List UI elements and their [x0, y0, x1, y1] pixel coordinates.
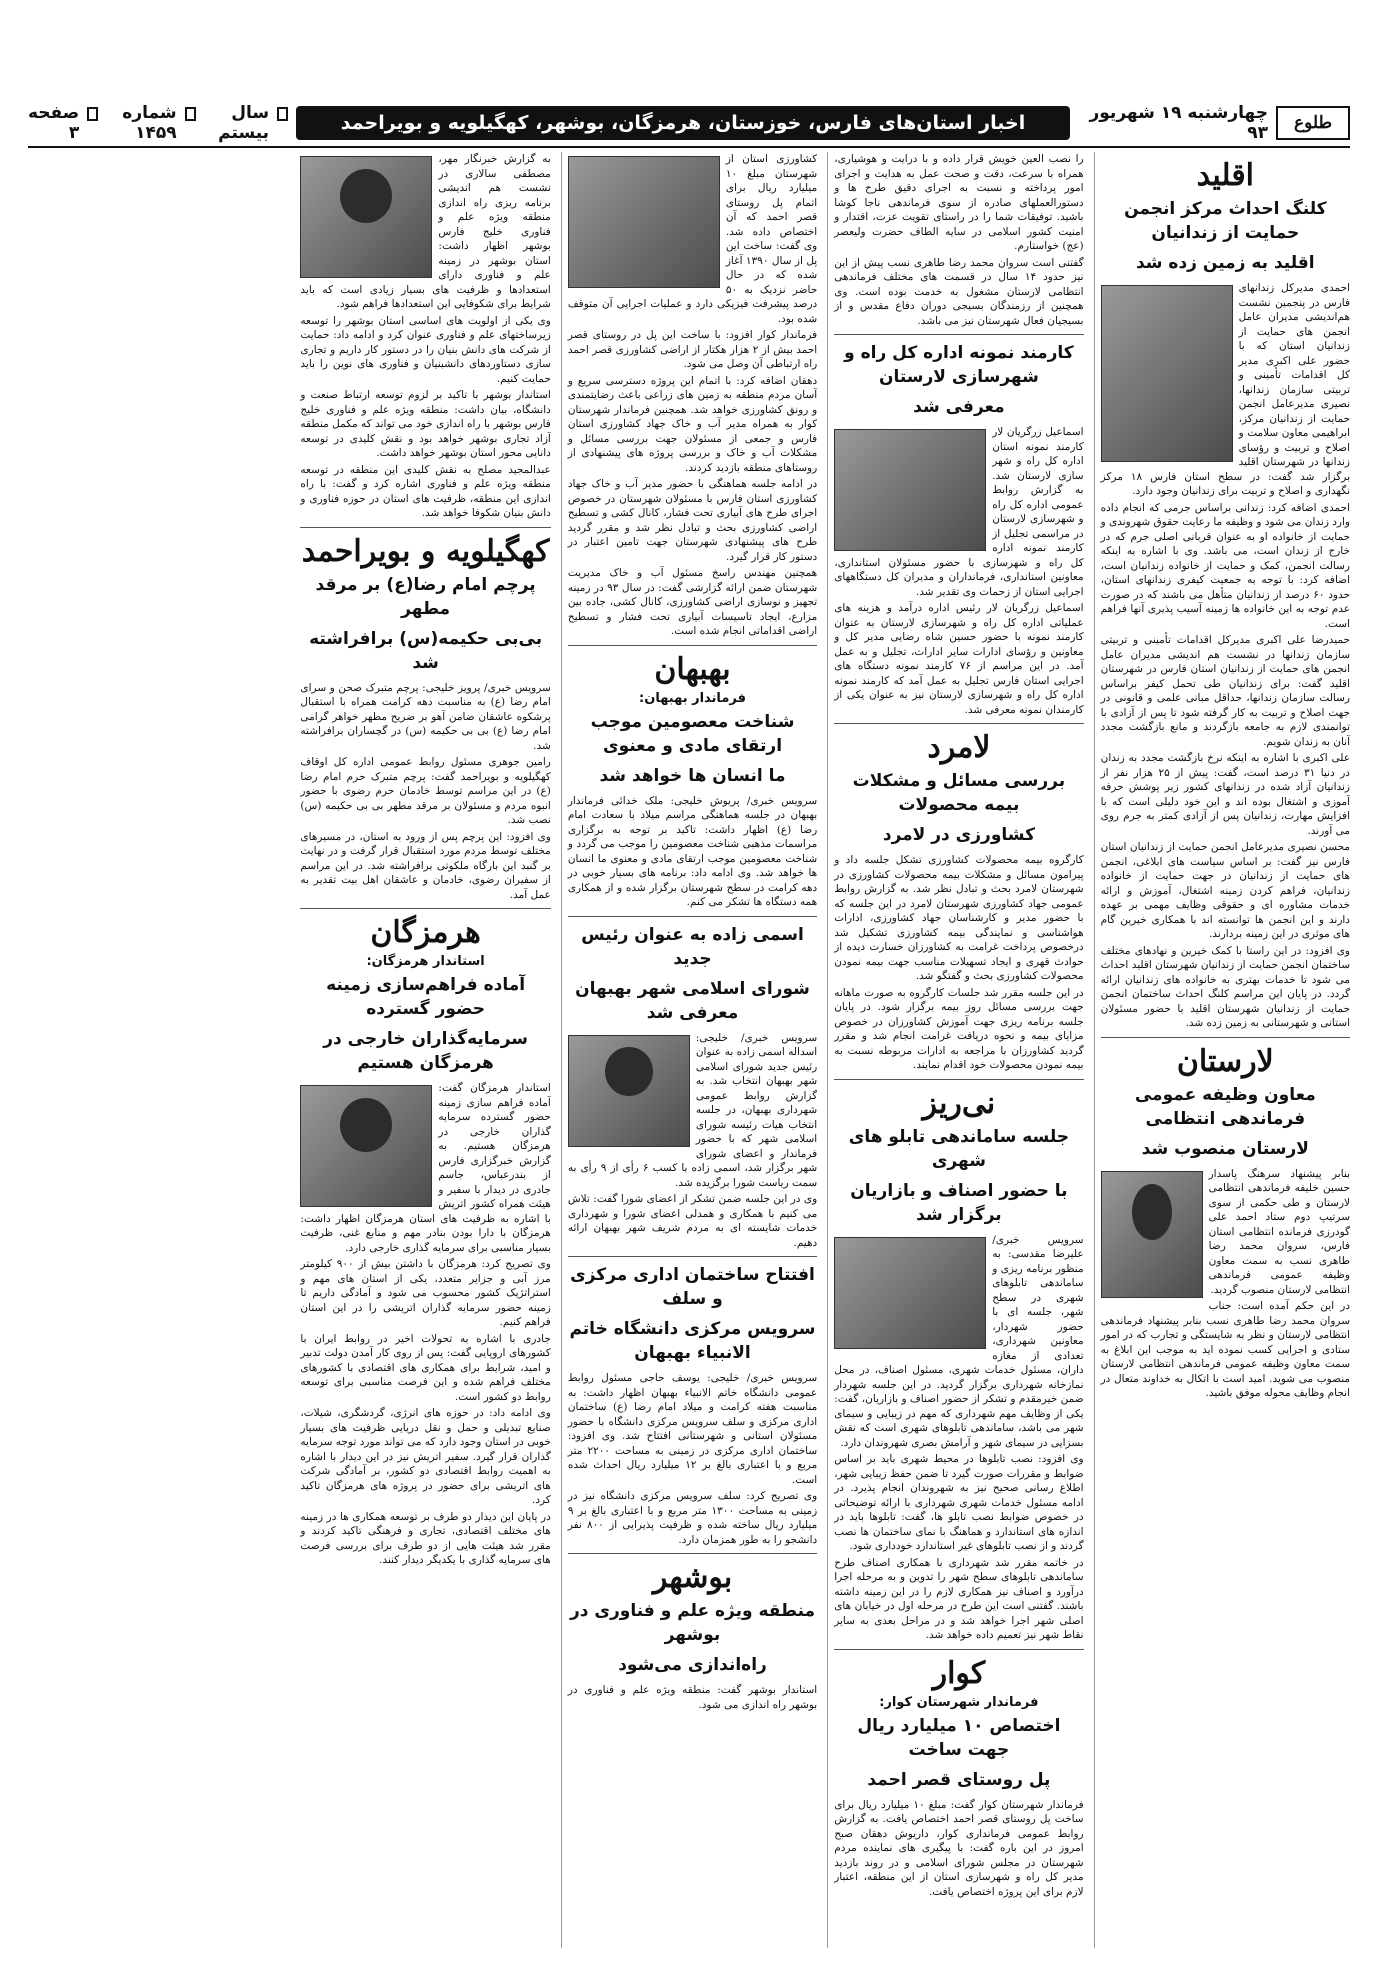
section-title-lamerd: لامرد [927, 730, 991, 765]
officer-portrait [1101, 1171, 1203, 1298]
article-paragraph: سرویس خبری/ خلیجی: اسداله اسمی زاده به عنوان رئیس جدید شورای اسلامی شهر بهبهان انتخاب شد. به گزارش روابط عمومی شهرداری بهبهان، در جلسه انتخاب هیات رئیسه شورای اسلامی شهر که با حضور فرماندار و اعضای شورای شهر برگزار شد، اسمی زاده با کسب ۶ رأی از ۹ رأی به سمت ریاست شورا برگزیده شد. [567, 1031, 818, 1189]
headline: معاون وظیفه عمومی فرماندهی انتظامی [1134, 1084, 1316, 1129]
headline: بررسی مسائل و مشکلات بیمه محصولات [852, 771, 1066, 815]
divider [834, 1649, 1083, 1650]
article-paragraph: فرماندار کوار افزود: با ساخت این پل در روستای قصر احمد بیش از ۲ هزار هکتار از اراضی کشاورزی قصر احمد راه ارتباطی آن وصل می شود. [567, 329, 818, 370]
council-head-photo [568, 1035, 690, 1147]
divider [568, 1553, 817, 1554]
governor-portrait [300, 156, 432, 278]
section-title-bushehr: بوشهر [652, 1560, 733, 1595]
header-rule [28, 146, 1350, 148]
headline: جلسه ساماندهی تابلو های شهری [848, 1126, 1070, 1171]
headline: پرچم امام رضا(ع) بر مرقد مطهر [315, 574, 536, 619]
site-visit-photo [568, 156, 720, 288]
square-icon [185, 107, 196, 121]
article-paragraph: وی ادامه داد: در حوزه های انرژی، گردشگری، شیلات، صنایع تبدیلی و حمل و نقل دریایی ظرفیت های بسیار خوبی در استان وجود دارد که می تواند مورد توجه سرمایه گذاران قرار گیرد. سفیر اتریش نیز در این دیدار با اشاره به اهمیت روابط اقتصادی دو کشور، بر آمادگی شرکت های اتریشی برای حضور در پروژه های هرمزگان تاکید کرد. [300, 1407, 551, 1506]
square-icon [87, 107, 98, 121]
article-paragraph: کشاورزی استان از شهرستان مبلغ ۱۰ میلیارد ریال برای اتمام پل روستای قصر احمد که آن اختصاص داده شد. وی گفت: ساخت این پل از سال ۱۳۹۰ آغاز شده که در حال حاضر نزدیک به ۵۰ درصد پیشرفت فیزیکی دارد و عملیات اجرایی آن متوقف شده بود. [567, 153, 818, 325]
article-paragraph: بنابر پیشنهاد سرهنگ پاسدار حسین خلیفه فرماندهی انتظامی لارستان و طی حکمی از سوی سرتیپ دوم ستاد احمد علی گودرزی فرمانده انتظامی استان فارس، سروان محمد رضا طاهری نسب به سمت معاون وظیفه عمومی فرماندهی انتظامی لارستان منصوب گردید. [1208, 1167, 1350, 1296]
headline: اسمی زاده به عنوان رئیس جدید [581, 924, 804, 969]
headline-kicker: فرماندار بهبهان: [639, 690, 746, 706]
article-paragraph: سرویس خبری/ خلیجی: یوسف حاجی مسئول روابط عمومی دانشگاه خاتم الانبیاء بهبهان اظهار داشت: به مناسبت هفته کرامت و میلاد امام رضا (ع) ساختمان اداری مرکزی و سلف سرویس مرکزی دانشگاه با حضور مسئولان استانی و شهرستانی افتتاح شد. وی افزود: ساختمان اداری مرکزی در زمینی به مساحت ۲۲۰۰ متر مربع و با اعتباری بالغ بر ۱۲ میلیارد ریال احداث شده است. [567, 1372, 818, 1486]
article-paragraph: دهقان اضافه کرد: با اتمام این پروژه دسترسی سریع و آسان مردم منطقه به زمین های زراعی باعث رضایتمندی و رونق کشاورزی خواهد شد. همچنین فرماندار شهرستان کوار به همراه مدیر آب و خاک جهاد کشاورزی استان فارس و جمعی از مسئولان جهت بررسی مسائل و مشکلات آب و خاک و بررسی پروژه های پیشنهادی از روستاهای منطقه بازدید کردند. [567, 374, 818, 474]
hormozgan-governor-portrait [300, 1085, 432, 1207]
headline: منطقه ویژه علم و فناوری در بوشهر [569, 1601, 816, 1645]
section-title-eghlid: اقلید [1196, 158, 1255, 193]
article-paragraph: فرماندار شهرستان کوار گفت: مبلغ ۱۰ میلیارد ریال برای ساخت پل روستای قصر احمد اختصاص یافت. به گزارش روابط عمومی فرمانداری کوار، داریوش دهقان صبح امروز در این باره گفت: با پیگیری های نماینده مردم شهرستان در مجلس شورای اسلامی و در روند بازدید مدیر کل راه و شهرسازی استان از این منطقه، اعتبار لازم برای این پروژه اختصاص یافت. [834, 1798, 1084, 1898]
article-paragraph: استاندار بوشهر گفت: منطقه ویژه علم و فناوری در بوشهر راه اندازی می شود. [567, 1684, 818, 1711]
article-paragraph: سرویس خبری/ پریوش خلیجی: ملک خدائی فرماندار بهبهان در جلسه هماهنگی مراسم میلاد با سعادت امام رضا (ع) اظهار داشت: تاکید بر توجه به برگزاری مراسمات مذهبی شناخت معصومین را موجب می گردد و شناخت معصومین موجب ارتقای مادی و معنوی ما انسان ها خواهد شد. وی ادامه داد: برنامه های بسیار خوبی در دهه کرامت در سطح شهرستان برگزار شده و از همکاری همه دستگاه ها تشکر می کنم. [567, 794, 818, 908]
headline: معرفی شد [913, 397, 1005, 417]
section-title-behbahan: بهبهان [654, 651, 731, 687]
article-paragraph: وی افزود: این پرچم پس از ورود به استان، در مسیرهای مختلف توسط مردم مورد استقبال قرار گرفت و در نهایت بر گنبد این بارگاه ملکوتی برافراشته شد. در این مراسم از سفیران رضوی، خادمان و عاشقان اهل بیت تقدیر به عمل آمد. [300, 830, 551, 901]
article-paragraph: در پایان این دیدار دو طرف بر توسعه همکاری ها در زمینه های مختلف اقتصادی، تجاری و فرهنگی تاکید کردند و مقرر شد هیئت هایی از دو طرف برای بررسی فرصت های سرمایه گذاری با یکدیگر دیدار کنند. [300, 1510, 551, 1566]
headline-kicker: فرماندار شهرستان کوار: [879, 1694, 1039, 1710]
headline: شورای اسلامی شهر بهبهان معرفی شد [575, 978, 810, 1023]
headline: پل روستای قصر احمد [867, 1769, 1051, 1790]
section-title-hormozgan: هرمزگان [370, 915, 481, 950]
article-paragraph: استاندار هرمزگان گفت: آماده فراهم سازی زمینه حضور گسترده سرمایه گذاران خارجی در هرمزگان هستیم. به گزارش خبرگزاری فارس از بندرعباس، جاسم جادری در دیدار با سفیر و هیئت همراه کشور اتریش با اشاره به ظرفیت های استان هرمزگان اظهار داشت: هرمزگان با دارا بودن بنادر مهم و منابع غنی، ظرفیت بسیار مناسبی برای سرمایه گذاری خارجی دارد. [300, 1082, 551, 1254]
divider [568, 916, 817, 917]
column-1 [1094, 152, 1350, 1948]
divider [834, 334, 1083, 335]
article-paragraph: در ادامه جلسه هماهنگی با حضور مدیر آب و خاک جهاد کشاورزی استان فارس با مسئولان شهرستان در خصوص اجرای طرح های آبیاری تحت فشار، کانال کشی و تسطیح اراضی کشاورزی بحث و تبادل نظر شد و مقرر گردید طرح های پیشنهادی شهرستان جهت تامین اعتبار در دستور کار قرار گیرد. [567, 478, 818, 563]
headline: لارستان منصوب شد [1141, 1138, 1309, 1159]
article-columns [28, 152, 1350, 1948]
article-paragraph: محسن نصیری مدیرعامل انجمن حمایت از زندانیان استان فارس نیز گفت: بر اساس سیاست های ابلاغی، انجمن های حمایت از زندانیان در جهت حمایت از خانواده زندانیان، فراهم کردن زمینه اشتغال، آموزش و ارائه خدمات مشاوره ای و حقوقی وظایف مهمی بر عهده دارند و این انجمن ها توانسته اند با همکاری خیرین گام های موثری در این زمینه بردارند. [1100, 841, 1350, 940]
article-paragraph: علی اکبری با اشاره به اینکه نرخ بازگشت مجدد به زندان در دنیا ۳۱ درصد است، گفت: پیش از ۲۵ هزار نفر از زندانیان آزاد شده در زندانهای کشور زیر پوشش حرفه آموزی و اشتغال بوده اند و این خود دلیلی است که با افزایش مهارت، زندانیان پس از آزادی کمتر به جرم روی می آورند. [1100, 752, 1350, 837]
section-title-neyriz: نی‌ریز [922, 1085, 996, 1121]
article-paragraph: وی در این جلسه ضمن تشکر از اعضای شورا گفت: تلاش می کنیم با همکاری و همدلی اعضای شورا و شهرداری خدمات شایسته ای به مردم شریف شهر بهبهان ارائه دهیم. [567, 1193, 818, 1249]
article-paragraph: وی افزود: نصب تابلوها در محیط شهری باید بر اساس ضوابط و مقررات صورت گیرد تا ضمن حفظ زیبایی شهر، اطلاع رسانی صحیح نیز به شهروندان انجام پذیرد. در ادامه مسئول خدمات شهری شهرداری با ارائه توضیحاتی در خصوص ضوابط نصب تابلو ها، گفت: تابلوها باید در اندازه های استاندارد و هماهنگ با نمای ساختمان ها نصب گردند و از نصب تابلوهای غیر استاندارد خودداری شود. [834, 1453, 1084, 1552]
divider [300, 527, 550, 528]
meeting-photo [834, 1237, 986, 1349]
headline: بی‌بی حکیمه(س) برافراشته شد [309, 628, 543, 673]
article-paragraph: استاندار بوشهر با تاکید بر لزوم توسعه ارتباط صنعت و دانشگاه، بیان داشت: منطقه ویژه علم و فناوری خلیج فارس بوشهر با راه اندازی خود می تواند که مکمل منطقه آزاد تجاری بوشهر خواهد بود و نقش کلیدی در توسعه دانایی محور استان بوشهر خواهد داشت. [300, 389, 551, 459]
column-2 [827, 152, 1083, 1948]
column-3 [561, 152, 817, 1948]
article-paragraph: وی افزود: در این راستا با کمک خیرین و نهادهای مختلف ساختمان انجمن حمایت از زندانیان شهرستان اقلید احداث می شود تا خدمات بهتری به خانواده های زندانیان ارائه گردد. در پایان این مراسم کلنگ احداث ساختمان انجمن حمایت از زندانیان شهرستان اقلید با حضور مسئولان استانی و شهرستانی به زمین زده شد. [1100, 944, 1350, 1029]
article-paragraph: اسماعیل زرگریان لار رئیس اداره درآمد و هزینه های عملیاتی اداره کل راه و شهرسازی لارستان به عنوان کارمند نمونه با حضور حسین شاه رضایی مدیر کل و معاونین و رؤسای ادارات سایر ادارات، تجلیل و به عمل آمد. در این مراسم از ۷۶ کارمند نمونه دستگاه های اجرایی استان فارس تجلیل به عمل آمد که کارمند نمونه اداره کل راه و شهرسازی لارستان نیز به عنوان یکی از کارمندان نمونه معرفی شد. [834, 602, 1084, 716]
article-paragraph: همچنین مهندس راسخ مسئول آب و خاک مدیریت شهرستان ضمن ارائه گزارشی گفت: در سال ۹۳ در زمینه تجهیز و نوسازی اراضی کشاورزی، کانال کشی، جاده بین مزارع، ایجاد تاسیسات آبیاری تحت فشار و تسطیح اراضی اقداماتی انجام شده است. [567, 567, 818, 637]
headline: سرویس مرکزی دانشگاه خاتم الانبیاء بهبهان [569, 1319, 816, 1363]
headline: کلنگ احداث مرکز انجمن حمایت از زندانیان [1124, 199, 1327, 243]
article-paragraph: حمیدرضا علی اکبری مدیرکل اقدامات تأمینی و تربیتی سازمان زندانها در نشست هم اندیشی مدیران عامل انجمن های حمایت از زندانیان استان فارس در شهرستان اقلید گفت: برای زندانیان طی تحمل کیفر براساس رسالت سازمان زندانها، حداقل مبانی علمی و قانونی در جهت اصلاح و تربیت به کار گرفته شود تا پس از آزادی با توانمندی لازم به جامعه بازگردند و مانع بازگشت مجدد آنان به زندان شویم. [1100, 634, 1350, 748]
article-paragraph: به گزارش خبرنگار مهر، مصطفی سالاری در نشست هم اندیشی برنامه ریزی راه اندازی منطقه ویژه علم و فناوری خلیج فارس بوشهر اظهار داشت: استان بوشهر در زمینه علم و فناوری دارای استعدادها و ظرفیت های بسیار زیادی است که باید شرایط برای شکوفایی این استعدادها فراهم شود. [300, 153, 551, 310]
divider [1101, 1037, 1350, 1038]
page-header [28, 104, 1350, 142]
issue-date: چهارشنبه ۱۹ شهریور ۹۳ [1089, 103, 1268, 143]
column-4 [294, 152, 550, 1948]
divider [568, 645, 817, 646]
divider [568, 1256, 817, 1257]
article-paragraph: رامین جوهری مسئول روابط عمومی اداره کل اوقاف کهگیلویه و بویراحمد گفت: پرچم متبرک حرم امام رضا (ع) در این مراسم توسط خادمان حرم رضوی با حضور انبوه مردم و مسئولان بر مرقد مطهر بی بی حکیمه (س) نصب شد. [300, 756, 551, 826]
square-icon [277, 107, 288, 121]
ceremony-photo [1101, 285, 1233, 462]
article-paragraph: وی یکی از اولویت های اساسی استان بوشهر را توسعه زیرساختهای علم و فناوری عنوان کرد و ادامه داد: حمایت از شرکت های دانش بنیان را در دستور کار داریم و تجاری سازی دستاوردهای دانشبنیان و فناوری های نوین را باید حمایت کنیم. [300, 314, 551, 385]
divider [834, 723, 1083, 724]
article-paragraph: عبدالمجید مصلح به نقش کلیدی این منطقه در توسعه منطقه ویژه علم و فناوری اشاره کرد و گفت: با راه اندازی این منطقه، ظرفیت های استان در حوزه فناوری و دانش بنیان شکوفا خواهد شد. [300, 463, 551, 519]
headline: کشاورزی در لامرد [882, 825, 1035, 845]
section-title-kohgiluyeh: کهگیلویه و بویراحمد [301, 533, 550, 569]
headline: ما انسان ها خواهد شد [599, 765, 786, 786]
headline-kicker: استاندار هرمزگان: [366, 954, 485, 969]
headline: کارمند نمونه اداره کل راه و شهرسازی لارستان [844, 343, 1074, 387]
issue-info [28, 103, 288, 143]
section-title-larestan: لارستان [1176, 1043, 1274, 1079]
article-paragraph: وی تصریح کرد: هرمزگان با داشتن بیش از ۹۰۰ کیلومتر مرز آبی و جزایر متعدد، یکی از استان های مهم و استراتژیک کشور محسوب می شود و آمادگی داریم تا زمینه حضور سرمایه گذاران اتریشی را در این استان فراهم کنیم. [300, 1258, 551, 1328]
headline: با حضور اصناف و بازاریان برگزار شد [850, 1180, 1068, 1225]
article-paragraph: جادری با اشاره به تحولات اخیر در روابط ایران با کشورهای اروپایی گفت: پس از روی کار آمدن دولت تدبیر و امید، شرایط برای همکاری های اقتصادی با کشورهای مختلف فراهم شده و این فرصت مناسبی برای توسعه روابط دو کشور است. [300, 1332, 551, 1403]
article-paragraph: اسماعیل زرگریان لار کارمند نمونه استان اداره کل راه و شهر سازی لارستان شد. به گزارش روابط عمومی اداره کل راه و شهرسازی لارستان در مراسمی تجلیل از کارمند نمونه اداره کل راه و شهرسازی با حضور مسئولان استانداری، معاونین استانداری، فرمانداران و مدیران کل دستگاههای اجرایی استان از زحمات وی تقدیر شد. [834, 426, 1084, 598]
article-paragraph: گفتنی است سروان محمد رضا طاهری نسب پیش از این نیز حدود ۱۴ سال در قسمت های مختلف فرماندهی انتظامی لارستان مشغول به خدمت بوده است. وی همچنین از رزمندگان بسیجی دوران دفاع مقدس و از بسیجیان فعال شهرستان نیز می باشد. [834, 256, 1084, 327]
headline: سرمایه‌گذاران خارجی در هرمزگان هستیم [323, 1029, 528, 1073]
divider [300, 908, 550, 909]
headline: افتتاح ساختمان اداری مرکزی و سلف [570, 1265, 815, 1309]
issue-number: شماره ۱۴۵۹ [122, 103, 177, 143]
year-label: سال بیستم [218, 103, 270, 143]
page-number: صفحه ۳ [28, 103, 80, 143]
article-paragraph: در این جلسه مقرر شد جلسات کارگروه به صورت ماهانه جهت بررسی مسائل روز بیمه برگزار شود. در پایان جلسه برنامه ریزی جهت آموزش کشاورزان در خصوص مزایای بیمه و نحوه دریافت غرامت انجام شد و مقرر گردید کشاورزان با مراجعه به ادارات مربوطه نسبت به بیمه نمودن محصولات خود اقدام نمایند. [834, 986, 1084, 1071]
headline: اقلید به زمین زده شد [1135, 253, 1315, 273]
article-paragraph: در خاتمه مقرر شد شهرداری با همکاری اصناف طرح ساماندهی تابلوهای سطح شهر را تدوین و به مرحله اجرا درآورد و اصناف نیز همکاری لازم را در این زمینه داشته باشند. گفتنی است این طرح در مرحله اول در خیابان های اصلی شهر اجرا خواهد شد و در مراحل بعدی به سایر نقاط شهر نیز تعمیم داده خواهد شد. [834, 1556, 1084, 1641]
article-paragraph: را نصب العین خویش قرار داده و با درایت و هوشیاری، همراه با سرعت، دقت و صحت عمل به هدایت و اجرای امور پرداخته و نسبت به اجرای دقیق طرح ها و دستورالعملهای صادره از سوی فرماندهی ناجا کوشا باشید. توفیقات شما را در راستای تقویت عزت، اقتدار و امنیت کشور اسلامی در سایه الطاف حضرت ولیعصر (عج) خواستارم. [834, 153, 1084, 252]
article-paragraph: سرویس خبری/ علیرضا مقدسی: به منظور برنامه ریزی و ساماندهی تابلوهای شهری در سطح شهر، جلسه ای با حضور شهردار، معاونین شهرداری، تعدادی از مغازه داران، مسئول خدمات شهری، مسئول اصناف، در محل نمازخانه شهرداری برگزار گردید. در این جلسه شهردار ضمن خیرمقدم و تشکر از حضور اصناف و بازاریان، گفت: یکی از وظایف مهم شهرداری که مهم در زیبایی و سیمای شهر می باشد، ساماندهی تابلوهای شهری است که نقش بسزایی در سیمای شهر و آرامش بصری شهروندان دارد. [834, 1233, 1084, 1449]
section-title-kavar: کوار [932, 1655, 986, 1691]
divider [834, 1079, 1083, 1080]
article-paragraph: سرویس خبری/ پرویز خلیجی: پرچم متبرک صحن و سرای امام رضا (ع) به مناسبت دهه کرامت همراه با استقبال پرشکوه عاشقان ضامن آهو بر ضریح مطهر خواهر گرامی امام رضا (ع) بی بی حکیمه (س) در گچساران برافراشته شد. [300, 681, 551, 752]
article-paragraph: احمدی مدیرکل زندانهای فارس در پنجمین نشست هم‌اندیشی مدیران عامل انجمن های حمایت از زندانیان استان که با حضور علی اکبری مدیر کل اقدامات تأمینی و تربیتی سازمان زندانها، نصیری مدیرعامل انجمن حمایت از زندانیان مرکز، ابراهیمی معاون سلامت و اصلاح و تربیت و رؤسای زندانها در شهرستان اقلید برگزار شد گفت: در سطح استان فارس ۱۸ مرکز نگهداری و اصلاح و تربیت برای زندانیان وجود دارد. [1100, 282, 1350, 497]
headline: شناخت معصومین موجب ارتقای مادی و معنوی [590, 711, 795, 756]
headline: آماده فراهم‌سازی زمینه حضور گسترده [326, 975, 526, 1019]
article-paragraph: احمدی اضافه کرد: زندانی براساس جرمی که انجام داده وارد زندان می شود و وظیفه ما رعایت حقوق شهروندی و حمایت از خانواده او به عنوان قربانی اصلی جرم که در خارج از زندان است، می باشد. وی با اشاره به اینکه رسالت انجمن، کمک و حمایت از خانواده زندانیان است، اضافه کرد: با توجه به جمعیت کیفری زندانهای استان، حدود ۶۰ درصد از زندانیان متأهل می باشند که در صورت عدم توجه به این خانواده ها زمینه آسیب پذیری آنها فراهم است. [1100, 501, 1350, 630]
section-banner: اخبار استان‌های فارس، خوزستان، هرمزگان، بوشهر، کهگیلویه و بویراحمد [296, 106, 1070, 140]
article-paragraph: در این حکم آمده است: جناب سروان محمد رضا طاهری نسب بنابر پیشنهاد فرماندهی انتظامی لارستان و نظر به شایستگی و تجارب که در امور ستادی و اجرایی کسب نموده اید به موجب این ابلاغ به سمت معاون وظیفه عمومی فرماندهی انتظامی لارستان منصوب می شوید. امید است با اتکال به خداوند متعال در انجام وظایف محوله موفق باشید. [1100, 1300, 1350, 1399]
article-paragraph: کارگروه بیمه محصولات کشاورزی تشکل جلسه داد و پیرامون مسائل و مشکلات بیمه محصولات کشاورزی در شهرستان لامرد بحث و تبادل نظر شد. به گزارش روابط عمومی جهاد کشاورزی شهرستان لامرد در این جلسه که با حضور مدیر و کارشناسان جهاد کشاورزی، ادارات هواشناسی و نمایندگی بیمه کشاورزی تشکیل شد درخصوص پرداخت غرامت به کشاورزان خسارت دیده از حوادث قهری و ایجاد تسهیلات مناسب جهت بیمه نمودن محصولات کشاورزی بحث و گفتگو شد. [834, 854, 1084, 982]
newspaper-logo: طلوع [1276, 106, 1350, 140]
headline: اختصاص ۱۰ میلیارد ریال جهت ساخت [857, 1715, 1061, 1760]
award-photo [834, 429, 986, 551]
headline: راه‌اندازی می‌شود [618, 1655, 767, 1675]
article-paragraph: وی تصریح کرد: سلف سرویس مرکزی دانشگاه نیز در زمینی به مساحت ۱۳۰۰ متر مربع و با اعتباری بالغ بر ۹ میلیارد ریال ساخته شده و ظرفیت پذیرایی از ۸۰۰ نفر دانشجو را به طور همزمان دارد. [567, 1490, 818, 1546]
